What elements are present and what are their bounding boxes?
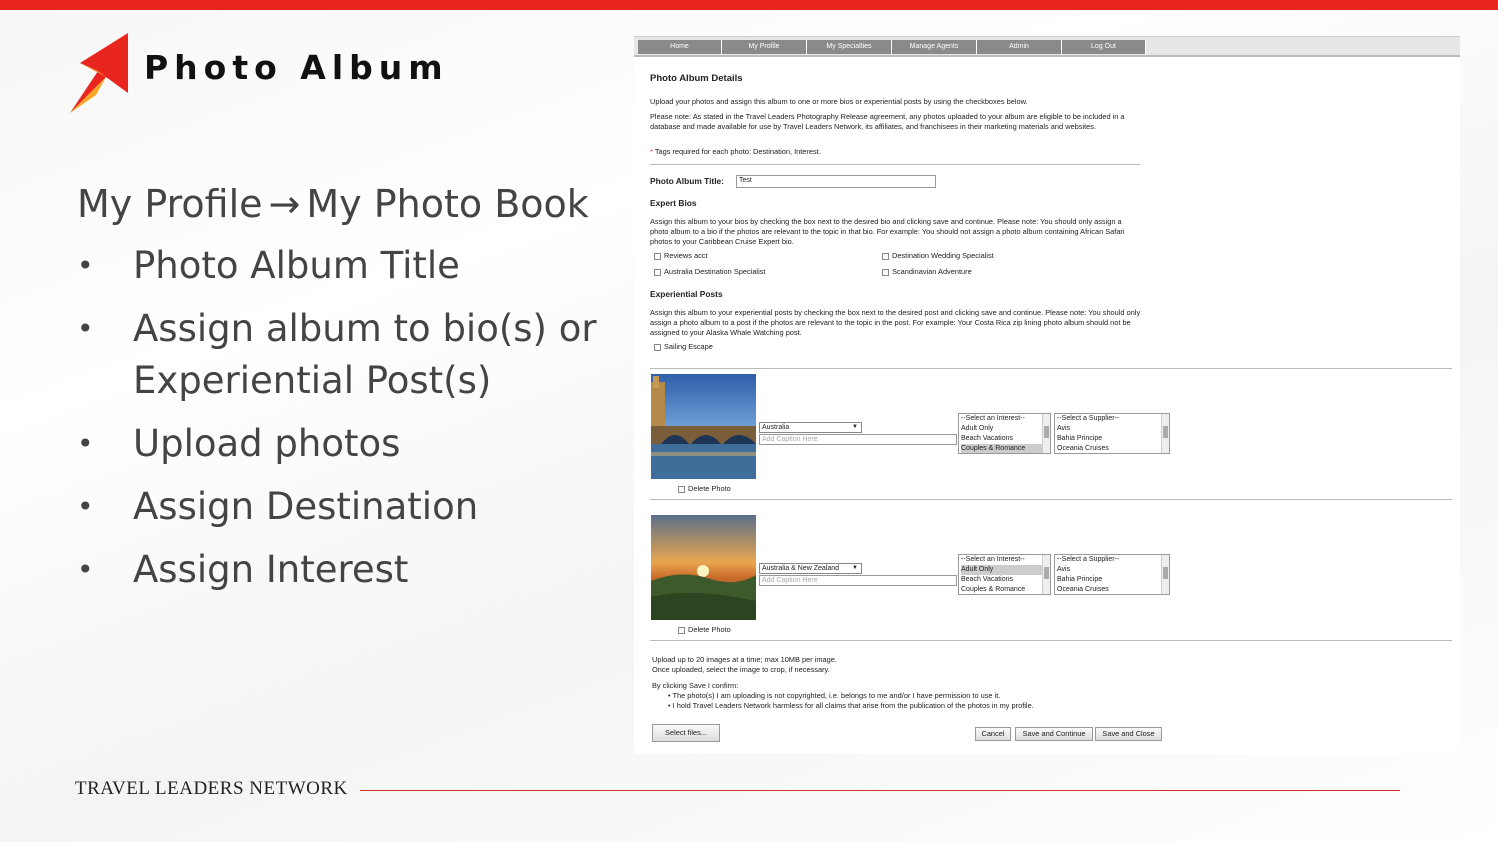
nav-my-specialties[interactable]: My Specialties [807,40,892,54]
nav-admin[interactable]: Admin [977,40,1062,54]
divider [650,368,1452,369]
delete-photo-2[interactable]: Delete Photo [678,625,731,635]
bullet-dot: • [77,553,94,586]
album-title-field[interactable]: Test [736,175,936,188]
scrollbar[interactable] [1161,555,1169,594]
required-asterisk: * [650,147,653,156]
checkbox[interactable] [882,253,889,260]
cancel-button[interactable]: Cancel [975,727,1011,741]
bullet-item: • Upload photos [77,418,617,470]
checkbox[interactable] [678,627,685,634]
checkbox[interactable] [678,486,685,493]
bullet-dot: • [77,490,94,523]
nav-manage-agents[interactable]: Manage Agents [892,40,977,54]
supplier-listbox-1[interactable]: --Select a Supplier-- Avis Bahia Principe Oceania Cruises [1054,413,1170,454]
intro-text: Upload your photos and assign this album to one or more bios or experiential posts by using the checkboxes below. [650,97,1028,106]
star-arrow-logo [66,33,132,115]
experiential-posts-heading: Experiential Posts [650,289,723,299]
post-checkbox-sailing[interactable]: Sailing Escape [654,342,713,352]
checkbox[interactable] [654,253,661,260]
bio-checkbox-scandinavian[interactable]: Scandinavian Adventure [882,267,972,277]
checkbox[interactable] [654,344,661,351]
bullet-list [77,240,617,607]
confirm-item: • I hold Travel Leaders Network harmless for all claims that arise from the publication of the photos in my profile. [668,701,1034,710]
slide-title: Photo Album [144,48,449,87]
scrollbar[interactable] [1161,414,1169,453]
checkbox[interactable] [654,269,661,276]
headline [77,182,589,226]
footer-logo: TRAVEL LEADERS NETWORK [75,778,348,799]
photo-thumbnail-sunset-hills[interactable] [651,515,756,620]
interest-listbox-2[interactable]: --Select an Interest-- Adult Only Beach Vacations Couples & Romance [958,554,1051,595]
caption-input-2[interactable]: Add Caption Here [759,575,957,586]
checkbox[interactable] [882,269,889,276]
page-heading: Photo Album Details [650,73,743,84]
bullet-dot: • [77,249,94,282]
save-and-continue-button[interactable]: Save and Continue [1015,727,1093,741]
bullet-item: • Assign Interest [77,544,617,596]
nav-home[interactable]: Home [638,40,722,54]
expert-bios-heading: Expert Bios [650,198,697,208]
interest-listbox-1[interactable]: --Select an Interest-- Adult Only Beach Vacations Couples & Romance [958,413,1051,454]
scrollbar[interactable] [1042,414,1050,453]
right-arrow-icon: → [268,182,301,226]
bullet-item: • Photo Album Title [77,240,617,292]
headline-right: My Photo Book [306,182,589,226]
bullet-item: • Assign Destination [77,481,617,533]
save-and-close-button[interactable]: Save and Close [1095,727,1162,741]
chevron-down-icon: ▼ [852,565,858,571]
supplier-listbox-2[interactable]: --Select a Supplier-- Avis Bahia Principe Oceania Cruises [1054,554,1170,595]
bullet-dot: • [77,427,94,460]
select-files-button[interactable]: Select files... [652,724,720,742]
destination-select-1[interactable]: Australia ▼ [759,422,862,433]
divider [650,499,1452,500]
upload-crop-text: Once uploaded, select the image to crop, if necessary. [652,665,830,674]
headline-left: My Profile [77,182,263,226]
destination-select-2[interactable]: Australia & New Zealand ▼ [759,563,862,574]
bio-checkbox-wedding[interactable]: Destination Wedding Specialist [882,251,994,261]
experiential-posts-text: Assign this album to your experiential posts by checking the box next to the desired post and clicking save and continue. Please note: You should only assign a photo album to a post if the photos are relevant to the topic in the post. For example: Your Costa Rica zip lining photo album should not be assigned to your Alaska Whale Watching post. [650,308,1141,337]
required-note: * Tags required for each photo: Destination, Interest. [650,147,821,156]
upload-limit-text: Upload up to 20 images at a time; max 10MB per image. [652,655,837,664]
scrollbar[interactable] [1042,555,1050,594]
photo-album-screen [634,36,1460,754]
release-note: Please note: As stated in the Travel Leaders Photography Release agreement, any photos uploaded to your album are eligible to be included in a database and made available for use by Travel Leaders Network, its affiliates, and franchisees in their marketing materials and websites. [650,112,1125,131]
caption-input-1[interactable]: Add Caption Here [759,434,957,445]
divider [650,640,1452,641]
top-nav [634,37,1460,57]
photo-thumbnail-verona-bridge[interactable] [651,374,756,479]
confirm-intro: By clicking Save I confirm: [652,681,739,690]
album-title-label: Photo Album Title: [650,176,724,186]
nav-log-out[interactable]: Log Out [1062,40,1146,54]
confirm-item: • The photo(s) I am uploading is not copyrighted, i.e. belongs to me and/or I have permission to use it. [668,691,1001,700]
nav-my-profile[interactable]: My Profile [722,40,807,54]
bio-checkbox-reviews[interactable]: Reviews acct [654,251,708,261]
delete-photo-1[interactable]: Delete Photo [678,484,731,494]
expert-bios-text: Assign this album to your bios by checking the box next to the desired bio and clicking save and continue. Please note: You should only assign a photo album to a bio if the photos are relevant to the topic in that bio. For example: You should not assign a photo album containing African Safari photos to your Caribbean Cruise Expert bio. [650,217,1125,246]
footer-divider [360,790,1400,791]
top-accent-bar [0,0,1498,10]
chevron-down-icon: ▼ [852,424,858,430]
bullet-dot: • [77,312,94,345]
bullet-item: • Assign album to bio(s) or Experiential Post(s) [77,303,617,407]
bio-checkbox-australia[interactable]: Australia Destination Specialist [654,267,765,277]
divider [650,164,1140,165]
